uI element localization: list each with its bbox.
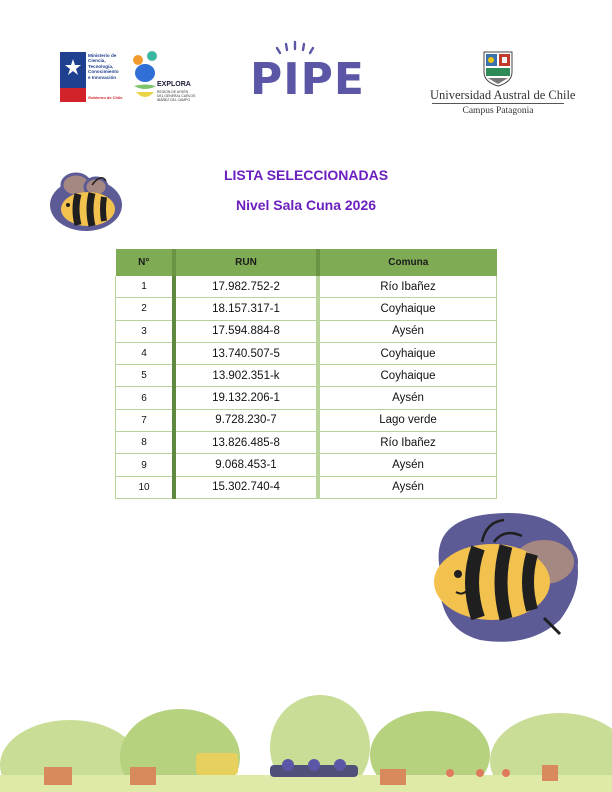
row-run: 19.132.206-1 [174, 387, 318, 409]
row-comuna: Coyhaique [318, 342, 497, 364]
explora-title: EXPLORA [157, 81, 191, 88]
row-run: 17.982.752-2 [174, 276, 318, 298]
row-comuna: Lago verde [318, 409, 497, 431]
table-row [116, 342, 497, 364]
row-number: 9 [116, 454, 175, 476]
table-row [116, 454, 497, 476]
ministerio-name: Ministerio de Ciencia, Tecnología, Conocimiento e Innovación [88, 53, 119, 80]
explora-region: REGIÓN DE AYSÉN DEL GENERAL CARLOS IBÁÑEZ DEL CAMPO [157, 90, 196, 102]
gobierno-label: Gobierno de Chile [88, 95, 123, 100]
row-run: 15.302.740-4 [174, 476, 318, 498]
row-number: 6 [116, 387, 175, 409]
row-run: 9.728.230-7 [174, 409, 318, 431]
row-run: 17.594.884-8 [174, 320, 318, 342]
university-crest-icon [430, 48, 566, 88]
table-row [116, 365, 497, 387]
table-row [116, 476, 497, 498]
table-row [116, 276, 497, 298]
table-row [116, 409, 497, 431]
campus-name: Campus Patagonia [462, 106, 534, 116]
row-run: 9.068.453-1 [174, 454, 318, 476]
pipe-wordmark: PIPE [250, 54, 365, 105]
row-number: 8 [116, 432, 175, 454]
page-title: LISTA SELECCIONADAS [223, 167, 389, 183]
bee-illustration-large-icon [420, 500, 585, 650]
gobierno-flag-red [60, 88, 86, 102]
table-row [116, 387, 497, 409]
row-comuna: Río Ibañez [318, 432, 497, 454]
uach-logo [430, 48, 576, 120]
ministerio-ciencia-logo [60, 52, 122, 102]
row-comuna: Coyhaique [318, 298, 497, 320]
selected-list-table [115, 249, 497, 499]
star-icon [60, 52, 86, 88]
row-run: 13.826.485-8 [174, 432, 318, 454]
table-row [116, 320, 497, 342]
row-number: 10 [116, 476, 175, 498]
university-name: Universidad Austral de Chile [430, 88, 576, 102]
row-comuna: Río Ibañez [318, 276, 497, 298]
row-number: 3 [116, 320, 175, 342]
garden-illustration-icon [0, 695, 612, 792]
row-run: 13.902.351-k [174, 365, 318, 387]
divider [432, 103, 564, 104]
header-comuna: Comuna [318, 249, 497, 276]
header-run: RUN [174, 249, 318, 276]
header-number: N° [116, 249, 175, 276]
table-header-row [116, 249, 497, 276]
pipe-logo [250, 40, 365, 105]
row-comuna: Aysén [318, 320, 497, 342]
row-number: 2 [116, 298, 175, 320]
row-comuna: Aysén [318, 454, 497, 476]
explora-mark-icon [130, 50, 160, 102]
row-number: 1 [116, 276, 175, 298]
row-comuna: Aysén [318, 476, 497, 498]
explora-logo [130, 50, 196, 104]
row-run: 13.740.507-5 [174, 342, 318, 364]
row-number: 7 [116, 409, 175, 431]
row-number: 4 [116, 342, 175, 364]
row-run: 18.157.317-1 [174, 298, 318, 320]
table-row [116, 298, 497, 320]
row-comuna: Aysén [318, 387, 497, 409]
page-subtitle: Nivel Sala Cuna 2026 [235, 197, 377, 213]
row-number: 5 [116, 365, 175, 387]
table-row [116, 432, 497, 454]
row-comuna: Coyhaique [318, 365, 497, 387]
